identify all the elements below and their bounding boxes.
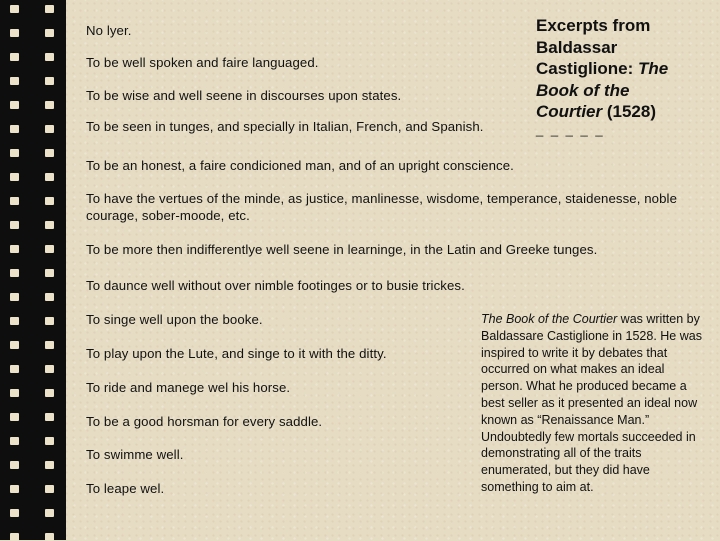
trait-item: To be seen in tunges, and specially in Italian, French, and Spanish. [86, 119, 484, 134]
title-italic: Courtier [536, 102, 603, 121]
film-perforation [10, 293, 19, 301]
film-perforation [45, 317, 54, 325]
film-perforation [10, 149, 19, 157]
film-perforation [10, 221, 19, 229]
film-perforation [10, 461, 19, 469]
courtier-note [481, 311, 705, 496]
film-perforation [45, 29, 54, 37]
film-perforation [45, 5, 54, 13]
film-perforation [10, 269, 19, 277]
film-perforation [45, 413, 54, 421]
film-perforation [10, 53, 19, 61]
trait-item: To have the vertues of the minde, as justice, manlinesse, wisdome, temperance, staidenesse, noble courage, sober-moode, etc. [86, 191, 677, 223]
film-perforation [45, 341, 54, 349]
film-perforation [45, 293, 54, 301]
film-perforation [45, 221, 54, 229]
film-perforation [45, 149, 54, 157]
trait-item: To ride and manege wel his horse. [86, 380, 291, 395]
film-perforation [10, 437, 19, 445]
trait-item: To be well spoken and faire languaged. [86, 55, 319, 70]
film-perforation [10, 317, 19, 325]
title-italic: The [638, 59, 669, 78]
note-book-title: The Book of the Courtier [481, 312, 618, 326]
film-perforation [10, 485, 19, 493]
trait-item: To be wise and well seene in discourses upon states. [86, 88, 402, 103]
film-perforation [10, 365, 19, 373]
title-line: Baldassar [536, 37, 618, 57]
title-year: (1528) [602, 102, 656, 121]
title-italic: Book of the [536, 80, 630, 100]
trait-item: To be an honest, a faire condicioned man, and of an upright conscience. [86, 158, 514, 173]
trait-item: To daunce well without over nimble footinges or to busie trickes. [86, 278, 465, 293]
film-perforation [45, 173, 54, 181]
film-perforation [10, 389, 19, 397]
film-perforation [45, 53, 54, 61]
film-perforation [45, 389, 54, 397]
film-perforation [10, 173, 19, 181]
film-perforation [10, 341, 19, 349]
film-perforation [45, 125, 54, 133]
film-perforation [45, 269, 54, 277]
film-perforation [45, 485, 54, 493]
film-perforation [10, 413, 19, 421]
film-perforation [45, 365, 54, 373]
note-text: was written by Baldassare Castiglione in 1528. He was inspired to write it by debates that occurred on what makes an ideal person. What he produced became a best seller as it presented an ideal now known as “Renaissance Man.” Undoubtedly few mortals succeeded in demonstrating all of the traits enumerated, but they did have something to aim at. [481, 312, 702, 494]
film-perforation [45, 101, 54, 109]
filmstrip-border [0, 0, 66, 540]
trait-item: To be a good horsman for every saddle. [86, 414, 323, 429]
title-line: Excerpts from [536, 16, 651, 35]
trait-item: To swimme well. [86, 447, 184, 462]
film-perforation [45, 461, 54, 469]
film-perforation [45, 197, 54, 205]
film-perforation [10, 5, 19, 13]
film-perforation [10, 29, 19, 37]
trait-item: To singe well upon the booke. [86, 312, 263, 327]
film-perforation [45, 509, 54, 517]
trait-item: To leape wel. [86, 481, 165, 496]
film-perforation [10, 197, 19, 205]
film-perforation [10, 245, 19, 253]
title-underline-dashes: _ _ _ _ _ [536, 122, 605, 137]
slide-title [536, 15, 716, 123]
trait-item: To be more then indifferentlye well seene in learninge, in the Latin and Greeke tunges. [86, 242, 598, 257]
trait-item: No lyer. [86, 23, 132, 38]
film-perforation [10, 509, 19, 517]
film-perforation [45, 437, 54, 445]
trait-item: To play upon the Lute, and singe to it with the ditty. [86, 346, 387, 361]
title-line: Castiglione: [536, 59, 639, 78]
film-perforation [10, 101, 19, 109]
film-perforation [45, 245, 54, 253]
film-perforation [10, 77, 19, 85]
film-perforation [10, 125, 19, 133]
film-perforation [45, 77, 54, 85]
